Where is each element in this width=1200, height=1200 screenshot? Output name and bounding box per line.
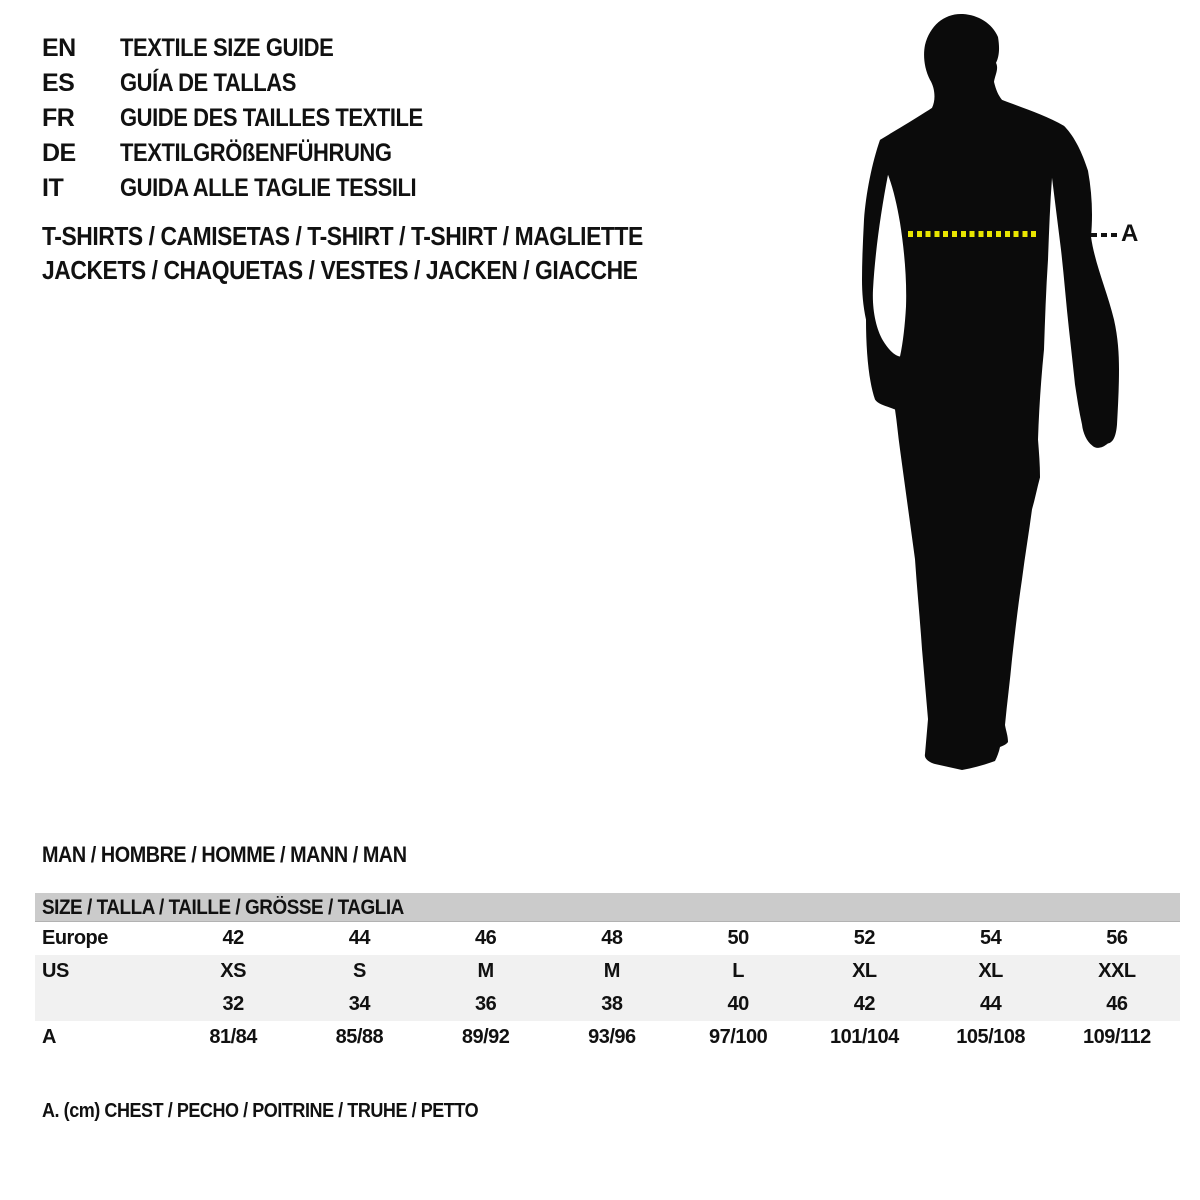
chest-measure-line xyxy=(908,231,1040,237)
row-label: Europe xyxy=(42,927,108,949)
size-cell: S xyxy=(352,960,366,982)
table-row-uk-numeric xyxy=(35,988,1180,1021)
size-cell: M xyxy=(603,960,620,982)
size-cell: XL xyxy=(978,960,1003,982)
size-cell: 81/84 xyxy=(209,1026,257,1048)
size-cell: 52 xyxy=(853,927,875,949)
size-cell: XS xyxy=(220,960,246,982)
size-cell: 46 xyxy=(475,927,497,949)
size-cell: 44 xyxy=(348,927,370,949)
language-legend xyxy=(42,31,464,206)
section-title xyxy=(42,842,447,868)
size-cell: XXL xyxy=(1098,960,1136,982)
row-label xyxy=(35,988,170,1021)
language-code: FR xyxy=(42,104,75,132)
size-cell: M xyxy=(477,960,494,982)
size-cell: XL xyxy=(852,960,877,982)
category-line-jackets: JACKETS / CHAQUETAS / VESTES / JACKEN / GIACCHE xyxy=(42,255,638,285)
language-row-it xyxy=(42,171,464,206)
language-row-en xyxy=(42,31,464,66)
language-code: IT xyxy=(42,174,64,202)
measure-label-a: A xyxy=(1121,220,1139,247)
row-label: A xyxy=(42,1026,56,1048)
size-cell: 42 xyxy=(222,927,244,949)
garment-categories xyxy=(42,219,725,287)
size-cell: 46 xyxy=(1106,993,1128,1015)
row-label: US xyxy=(42,960,69,982)
size-table-header xyxy=(35,893,1180,922)
table-row-chest-a xyxy=(35,1021,1180,1054)
language-title: GUIDA ALLE TAGLIE TESSILI xyxy=(120,174,417,202)
size-cell: 50 xyxy=(727,927,749,949)
language-title: GUÍA DE TALLAS xyxy=(120,69,296,97)
size-cell: L xyxy=(732,960,744,982)
section-title-text: MAN / HOMBRE / HOMME / MANN / MAN xyxy=(42,842,407,867)
size-cell: 48 xyxy=(601,927,623,949)
size-cell: 89/92 xyxy=(461,1026,510,1048)
language-code: ES xyxy=(42,69,75,97)
language-code: DE xyxy=(42,139,76,167)
size-cell: 56 xyxy=(1106,927,1128,949)
size-table xyxy=(35,893,1180,1054)
size-table-header-text: SIZE / TALLA / TAILLE / GRÖSSE / TAGLIA xyxy=(42,896,404,919)
size-cell: 85/88 xyxy=(335,1026,384,1048)
table-row-us xyxy=(35,955,1180,988)
size-cell: 105/108 xyxy=(956,1026,1026,1048)
size-cell: 38 xyxy=(601,993,623,1015)
size-cell: 93/96 xyxy=(588,1026,636,1048)
language-title: TEXTILE SIZE GUIDE xyxy=(120,34,334,62)
size-cell: 109/112 xyxy=(1083,1026,1151,1048)
man-silhouette-icon xyxy=(860,13,1120,772)
size-cell: 97/100 xyxy=(709,1026,768,1048)
language-row-fr xyxy=(42,101,464,136)
language-code: EN xyxy=(42,34,76,62)
size-cell: 34 xyxy=(348,993,370,1015)
size-cell: 44 xyxy=(980,993,1002,1015)
language-title: TEXTILGRÖßENFÜHRUNG xyxy=(120,139,392,167)
size-cell: 40 xyxy=(727,993,749,1015)
table-row-europe xyxy=(35,922,1180,955)
language-title: GUIDE DES TAILLES TEXTILE xyxy=(120,104,423,132)
measure-callout-dashes xyxy=(1091,233,1119,237)
category-line-tshirts: T-SHIRTS / CAMISETAS / T-SHIRT / T-SHIRT / MAGLIETTE xyxy=(42,221,643,251)
language-row-de xyxy=(42,136,464,171)
measurement-footnote xyxy=(42,1100,527,1123)
size-cell: 54 xyxy=(980,927,1002,949)
measurement-footnote-text: A. (cm) CHEST / PECHO / POITRINE / TRUHE / PETTO xyxy=(42,1100,479,1122)
size-cell: 36 xyxy=(475,993,497,1015)
man-silhouette-figure xyxy=(860,13,1120,772)
language-row-es xyxy=(42,66,464,101)
size-cell: 32 xyxy=(222,993,244,1015)
size-cell: 42 xyxy=(853,993,875,1015)
man-silhouette-path xyxy=(862,14,1119,770)
size-cell: 101/104 xyxy=(829,1026,899,1048)
